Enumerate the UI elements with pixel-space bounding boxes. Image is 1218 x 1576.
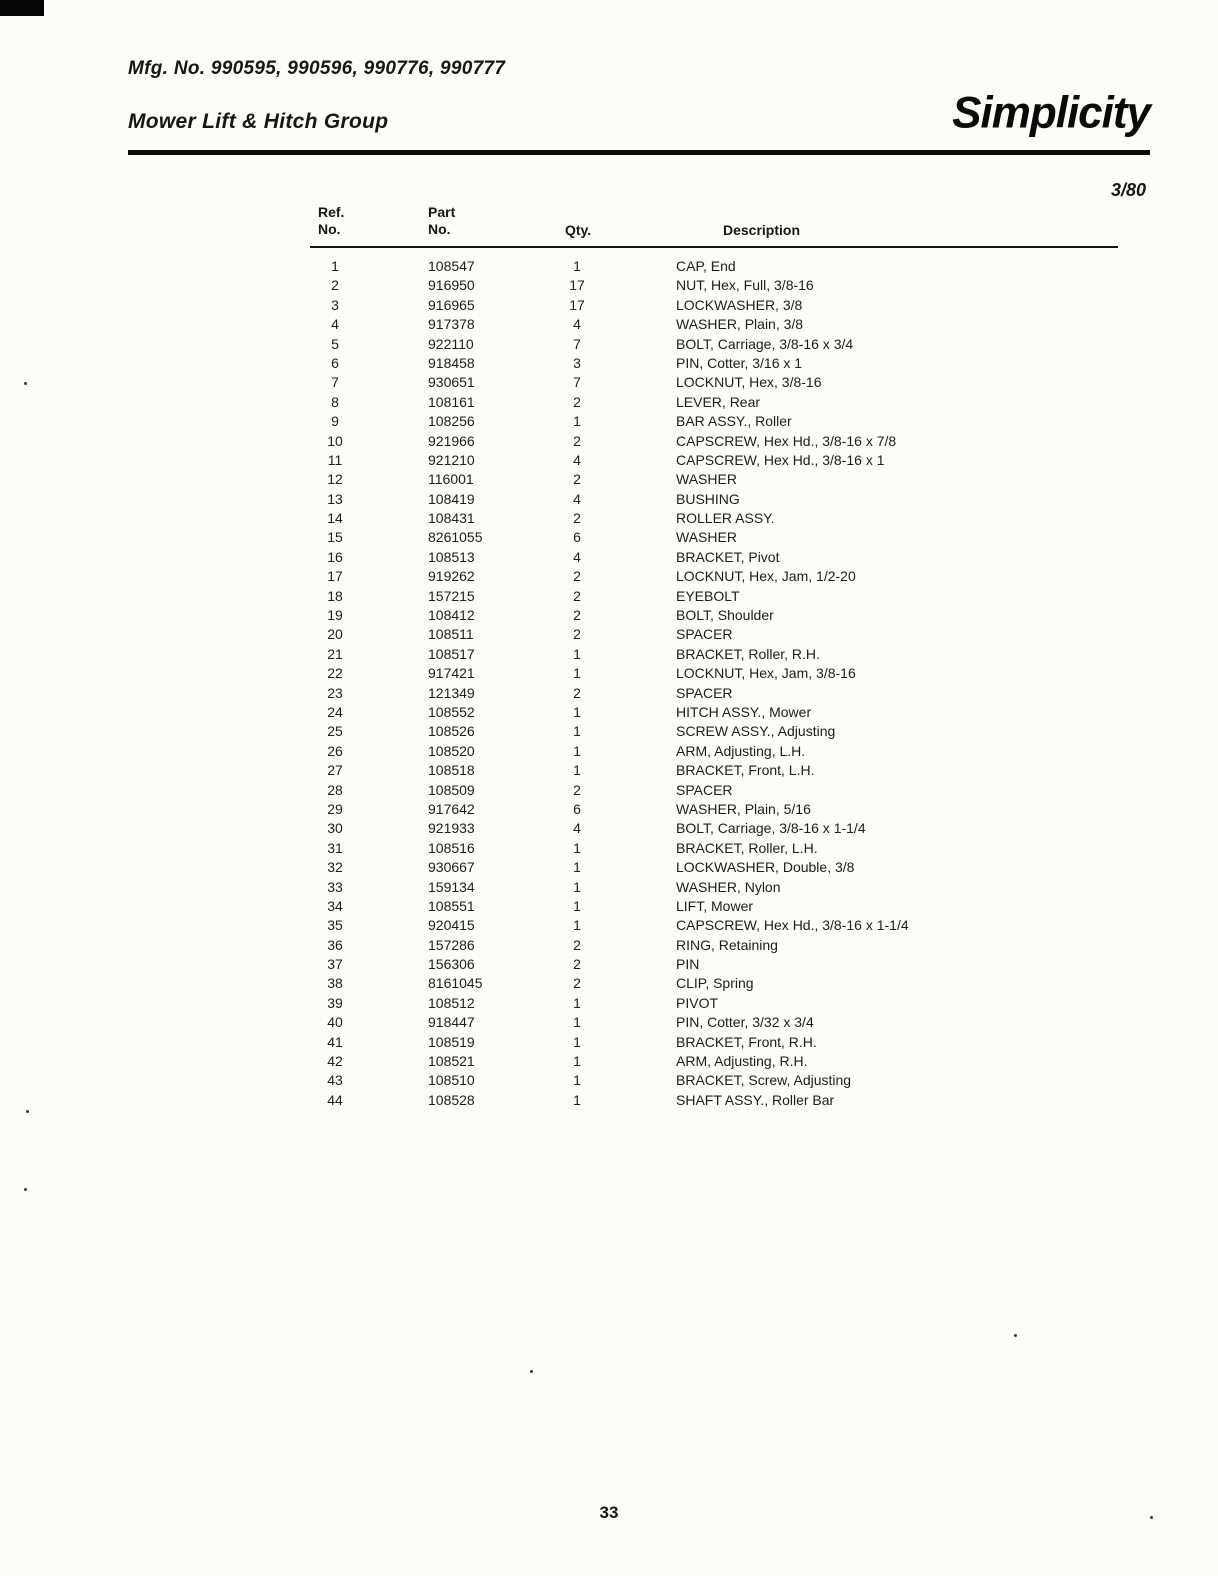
qty-cell: 17 [569,296,585,313]
qty-cell: 1 [573,665,581,682]
ref-no-cell: 10 [327,432,343,449]
ref-no-cell: 13 [327,490,343,507]
qty-cell: 6 [573,529,581,546]
ref-no-cell: 35 [327,917,343,934]
table-row [310,393,1190,412]
table-row [310,432,1190,451]
description-cell: BOLT, Carriage, 3/8-16 x 3/4 [676,335,854,352]
part-no-cell: 918447 [428,1014,475,1031]
qty-cell: 1 [573,897,581,914]
description-cell: PIN [676,956,700,973]
description-cell: SCREW ASSY., Adjusting [676,723,836,740]
description-cell: BRACKET, Roller, R.H. [676,645,820,662]
part-no-cell: 917421 [428,665,475,682]
ref-no-cell: 24 [327,703,343,720]
ref-no-cell: 18 [327,587,343,604]
ref-no-cell: 12 [327,471,343,488]
description-cell: WASHER [676,471,737,488]
ref-no-cell: 11 [327,451,343,468]
ref-no-cell: 29 [327,800,343,817]
ref-no-cell: 41 [327,1033,343,1050]
ref-no-cell: 1 [331,258,339,274]
description-cell: BUSHING [676,490,740,507]
table-row [310,664,1190,683]
table-row [310,684,1190,703]
qty-cell: 1 [573,994,581,1011]
table-row [310,548,1190,567]
description-cell: LOCKWASHER, 3/8 [676,296,803,313]
qty-cell: 7 [573,374,581,391]
qty-cell: 4 [573,490,581,507]
description-cell: SPACER [676,684,733,701]
part-no-cell: 108431 [428,510,475,527]
part-no-cell: 917378 [428,316,475,333]
ref-no-cell: 44 [327,1091,343,1108]
ref-no-cell: 2 [331,277,339,294]
qty-cell: 1 [573,413,581,430]
part-no-cell: 108520 [428,742,475,759]
description-cell: PIN, Cotter, 3/16 x 1 [676,354,803,371]
table-row [310,1071,1190,1090]
description-cell: ROLLER ASSY. [676,510,775,527]
ref-no-cell: 33 [327,878,343,895]
ref-no-cell: 3 [331,296,339,313]
description-cell: NUT, Hex, Full, 3/8-16 [676,277,814,294]
description-cell: CAP, End [676,258,736,274]
description-cell: BRACKET, Pivot [676,548,780,565]
part-no-cell: 156306 [428,956,475,973]
table-row [310,1013,1190,1032]
qty-cell: 2 [573,684,581,701]
ref-no-cell: 37 [327,956,343,973]
table-row [310,878,1190,897]
ref-no-cell: 9 [331,413,339,430]
qty-cell: 2 [573,975,581,992]
qty-cell: 2 [573,607,581,624]
ref-no-cell: 26 [327,742,343,759]
scan-artifact-dot [26,1110,29,1113]
description-cell: LIFT, Mower [676,897,754,914]
part-no-cell: 108519 [428,1033,475,1050]
table-row [310,490,1190,509]
qty-cell: 1 [573,1053,581,1070]
column-header-part-line1: Part [428,204,456,220]
column-header-part-no [428,204,455,238]
description-cell: CAPSCREW, Hex Hd., 3/8-16 x 1 [676,451,885,468]
table-row [310,1033,1190,1052]
part-no-cell: 916950 [428,277,475,294]
part-no-cell: 108528 [428,1091,475,1108]
qty-cell: 6 [573,800,581,817]
table-row [310,1052,1190,1071]
mfg-number-line: Mfg. No. 990595, 990596, 990776, 990777 [128,58,506,79]
qty-cell: 2 [573,587,581,604]
description-cell: SHAFT ASSY., Roller Bar [676,1091,835,1108]
scan-artifact-dot [24,1188,27,1191]
table-row [310,412,1190,431]
column-header-description: Description [723,222,801,238]
description-cell: BAR ASSY., Roller [676,413,792,430]
revision-date: 3/80 [1110,180,1146,200]
part-no-cell: 108512 [428,994,475,1011]
scan-artifact-dot [24,382,27,385]
description-cell: WASHER, Plain, 3/8 [676,316,804,333]
description-cell: ARM, Adjusting, L.H. [676,742,806,759]
ref-no-cell: 4 [331,316,339,333]
table-row [310,955,1190,974]
column-header-ref-line1: Ref. [318,204,345,220]
column-header-qty: Qty. [565,222,592,238]
ref-no-cell: 17 [327,568,343,585]
column-header-part-line2: No. [428,221,451,237]
part-no-cell: 921933 [428,820,475,837]
description-cell: ARM, Adjusting, R.H. [676,1053,808,1070]
ref-no-cell: 25 [327,723,343,740]
part-no-cell: 157215 [428,587,475,604]
qty-cell: 2 [573,471,581,488]
part-no-cell: 116001 [428,471,474,488]
qty-cell: 1 [573,878,581,895]
ref-no-cell: 8 [331,393,339,410]
ref-no-cell: 20 [327,626,343,643]
part-no-cell: 8161045 [428,975,483,992]
table-row [310,994,1190,1013]
page-title: Mower Lift & Hitch Group [128,110,389,133]
table-row [310,335,1190,354]
table-row [310,781,1190,800]
part-no-cell: 921966 [428,432,475,449]
table-row [310,800,1190,819]
simplicity-logo: Simplicity [952,87,1150,138]
ref-no-cell: 30 [327,820,343,837]
table-row [310,567,1190,586]
part-no-cell: 108412 [428,607,475,624]
ref-no-cell: 31 [327,839,343,856]
ref-no-cell: 39 [327,994,343,1011]
description-cell: RING, Retaining [676,936,778,953]
description-cell: BOLT, Carriage, 3/8-16 x 1-1/4 [676,820,866,837]
page-number: 33 [599,1503,619,1522]
table-row [310,451,1190,470]
part-no-cell: 930667 [428,859,475,876]
ref-no-cell: 14 [327,510,343,527]
ref-no-cell: 32 [327,859,343,876]
qty-cell: 7 [573,335,581,352]
table-row [310,974,1190,993]
description-cell: WASHER, Plain, 5/16 [676,800,811,817]
table-row [310,606,1190,625]
description-cell: WASHER [676,529,737,546]
ref-no-cell: 23 [327,684,343,701]
qty-cell: 1 [573,762,581,779]
table-row [310,276,1190,295]
table-row [310,761,1190,780]
ref-no-cell: 5 [331,335,339,352]
qty-cell: 1 [573,1072,581,1089]
qty-cell: 1 [573,723,581,740]
scan-artifact-dot [1014,1334,1017,1337]
part-no-cell: 108510 [428,1072,475,1089]
description-cell: LOCKNUT, Hex, Jam, 3/8-16 [676,665,856,682]
ref-no-cell: 43 [327,1072,343,1089]
table-row [310,722,1190,741]
qty-cell: 1 [573,742,581,759]
part-no-cell: 157286 [428,936,475,953]
header-rule [128,150,1150,155]
table-row [310,645,1190,664]
description-cell: LOCKWASHER, Double, 3/8 [676,859,855,876]
part-no-cell: 108552 [428,703,475,720]
ref-no-cell: 38 [327,975,343,992]
table-row [310,897,1190,916]
description-cell: CLIP, Spring [676,975,754,992]
table-row [310,916,1190,935]
ref-no-cell: 22 [327,665,343,682]
ref-no-cell: 40 [327,1014,343,1031]
description-cell: BRACKET, Front, R.H. [676,1033,817,1050]
qty-cell: 2 [573,393,581,410]
description-cell: CAPSCREW, Hex Hd., 3/8-16 x 1-1/4 [676,917,909,934]
qty-cell: 2 [573,626,581,643]
qty-cell: 1 [573,1033,581,1050]
qty-cell: 17 [569,277,585,294]
description-cell: CAPSCREW, Hex Hd., 3/8-16 x 7/8 [676,432,897,449]
scan-artifact-dot [530,1370,533,1373]
qty-cell: 1 [573,1014,581,1031]
ref-no-cell: 19 [327,607,343,624]
part-no-cell: 918458 [428,354,475,371]
part-no-cell: 108516 [428,839,475,856]
qty-cell: 3 [573,354,581,371]
part-no-cell: 916965 [428,296,475,313]
part-no-cell: 108518 [428,762,475,779]
table-row [310,839,1190,858]
description-cell: BOLT, Shoulder [676,607,774,624]
part-no-cell: 108511 [428,626,474,643]
table-row [310,509,1190,528]
part-no-cell: 159134 [428,878,475,895]
table-row [310,470,1190,489]
part-no-cell: 920415 [428,917,475,934]
table-row [310,296,1190,315]
qty-cell: 4 [573,548,581,565]
table-row [310,1091,1190,1110]
table-row [310,819,1190,838]
description-cell: LOCKNUT, Hex, Jam, 1/2-20 [676,568,856,585]
part-no-cell: 108547 [428,258,475,274]
part-no-cell: 108419 [428,490,475,507]
table-header-row [310,204,1140,246]
part-no-cell: 108517 [428,645,475,662]
ref-no-cell: 6 [331,354,339,371]
qty-cell: 2 [573,781,581,798]
part-no-cell: 108256 [428,413,475,430]
scan-artifact-corner [0,0,44,16]
description-cell: WASHER, Nylon [676,878,781,895]
qty-cell: 1 [573,1091,581,1108]
qty-cell: 2 [573,956,581,973]
table-row [310,742,1190,761]
qty-cell: 4 [573,820,581,837]
description-cell: BRACKET, Front, L.H. [676,762,815,779]
description-cell: SPACER [676,781,733,798]
ref-no-cell: 34 [327,897,343,914]
part-no-cell: 108521 [428,1053,475,1070]
description-cell: HITCH ASSY., Mower [676,703,812,720]
table-row [310,528,1190,547]
table-row [310,703,1190,722]
part-no-cell: 108551 [428,897,475,914]
qty-cell: 1 [573,859,581,876]
part-no-cell: 108526 [428,723,475,740]
part-no-cell: 8261055 [428,529,483,546]
part-no-cell: 108513 [428,548,475,565]
part-no-cell: 922110 [428,335,474,352]
part-no-cell: 921210 [428,451,475,468]
description-cell: BRACKET, Screw, Adjusting [676,1072,852,1089]
table-row [310,936,1190,955]
table-row [310,354,1190,373]
column-header-ref-line2: No. [318,221,341,237]
part-no-cell: 919262 [428,568,475,585]
ref-no-cell: 28 [327,781,343,798]
qty-cell: 1 [573,258,581,274]
description-cell: LEVER, Rear [676,393,761,410]
table-row [310,587,1190,606]
ref-no-cell: 21 [327,645,343,662]
qty-cell: 2 [573,510,581,527]
qty-cell: 2 [573,568,581,585]
ref-no-cell: 27 [327,762,343,779]
description-cell: LOCKNUT, Hex, 3/8-16 [676,374,822,391]
qty-cell: 1 [573,917,581,934]
table-header-rule [310,246,1118,248]
table-row [310,373,1190,392]
part-no-cell: 917642 [428,800,475,817]
ref-no-cell: 42 [327,1053,343,1070]
part-no-cell: 930651 [428,374,475,391]
ref-no-cell: 15 [327,529,343,546]
qty-cell: 4 [573,451,581,468]
qty-cell: 4 [573,316,581,333]
qty-cell: 2 [573,432,581,449]
part-no-cell: 108509 [428,781,475,798]
qty-cell: 1 [573,645,581,662]
description-cell: EYEBOLT [676,587,740,604]
qty-cell: 1 [573,839,581,856]
ref-no-cell: 7 [331,374,339,391]
table-row [310,858,1190,877]
description-cell: BRACKET, Roller, L.H. [676,839,818,856]
qty-cell: 2 [573,936,581,953]
column-header-ref-no [318,204,344,238]
table-row [310,625,1190,644]
parts-table-body [310,257,1190,1110]
table-row [310,315,1190,334]
description-cell: PIN, Cotter, 3/32 x 3/4 [676,1014,814,1031]
ref-no-cell: 36 [327,936,343,953]
description-cell: SPACER [676,626,733,643]
part-no-cell: 121349 [428,684,475,701]
qty-cell: 1 [573,703,581,720]
part-no-cell: 108161 [428,393,475,410]
table-row [310,257,1190,276]
ref-no-cell: 16 [327,548,343,565]
description-cell: PIVOT [676,994,719,1011]
